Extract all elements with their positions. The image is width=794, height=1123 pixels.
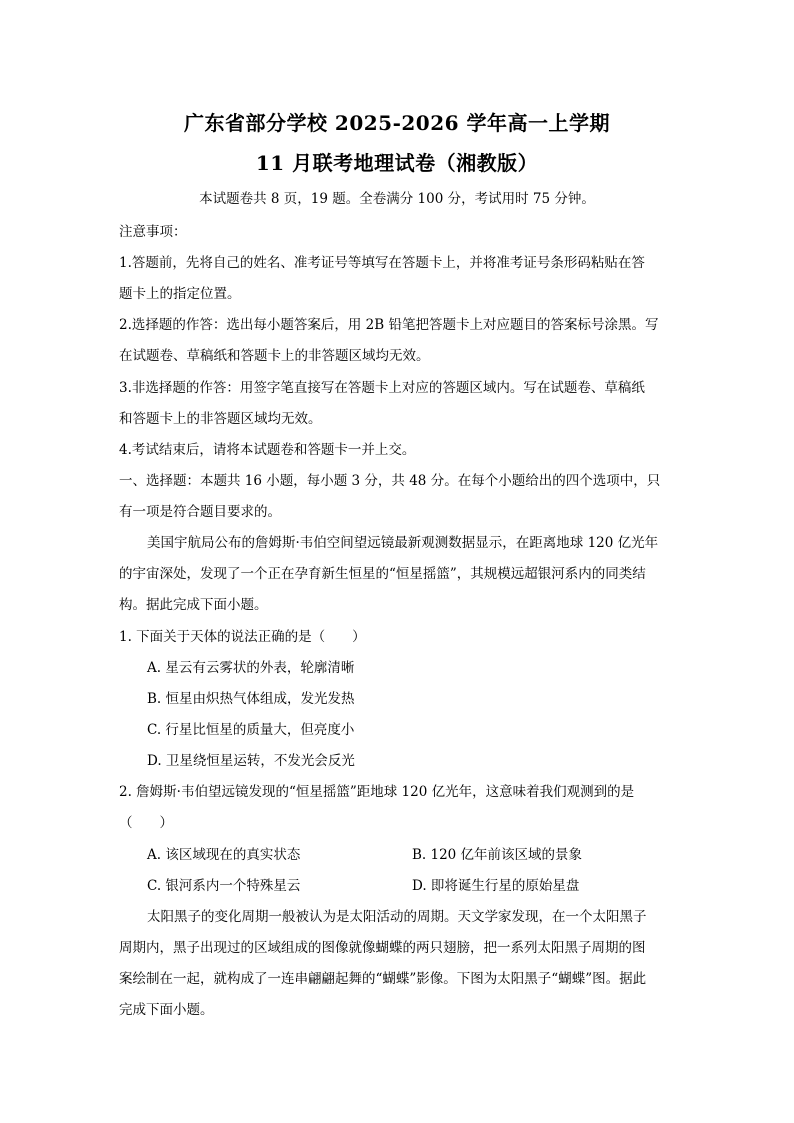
exam-title-line2: 11 月联考地理试卷（湘教版） xyxy=(255,151,539,175)
notice-heading: 注意事项： xyxy=(119,224,187,240)
question-1-option-d: D. 卫星绕恒星运转，不发光会反光 xyxy=(147,753,355,769)
question-2-option-b: B. 120 亿年前该区域的景象 xyxy=(412,847,583,863)
section-heading: 一、选择题：本题共 16 小题，每小题 3 分，共 48 分。在每个小题给出的四个选项中，只 xyxy=(119,473,661,489)
question-1-option-c: C. 行星比恒星的质量大，但亮度小 xyxy=(147,722,355,738)
question-2-option-d: D. 即将诞生行星的原始星盘 xyxy=(412,878,580,894)
passage1-line: 构。据此完成下面小题。 xyxy=(119,597,268,613)
notice-item-3-cont: 和答题卡上的非答题区域均无效。 xyxy=(119,411,322,427)
question-1-option-a: A. 星云有云雾状的外表，轮廓清晰 xyxy=(147,660,355,676)
passage1-line: 的宇宙深处，发现了一个正在孕育新生恒星的“恒星摇篮”，其规模远超银河系内的同类结 xyxy=(119,566,646,582)
exam-info: 本试题卷共 8 页，19 题。全卷满分 100 分，考试用时 75 分钟。 xyxy=(199,191,595,207)
passage1-line: 美国宇航局公布的詹姆斯·韦伯空间望远镜最新观测数据显示，在距离地球 120 亿光年 xyxy=(147,535,659,551)
notice-item-2-cont: 在试题卷、草稿纸和答题卡上的非答题区域均无效。 xyxy=(119,348,430,364)
notice-item-1: 1.答题前，先将自己的姓名、准考证号等填写在答题卡上，并将准考证号条形码粘贴在答 xyxy=(119,255,645,271)
notice-item-1-cont: 题卡上的指定位置。 xyxy=(119,286,241,302)
passage2-line: 周期内，黑子出现过的区域组成的图像就像蝴蝶的两只翅膀，把一系列太阳黑子周期的图 xyxy=(119,940,646,956)
question-1-option-b: B. 恒星由炽热气体组成，发光发热 xyxy=(147,691,355,707)
question-1-stem: 1. 下面关于天体的说法正确的是（ ） xyxy=(119,629,366,645)
notice-item-4: 4.考试结束后，请将本试题卷和答题卡一并上交。 xyxy=(119,442,416,458)
question-2-stem: 2. 詹姆斯·韦伯望远镜发现的“恒星摇篮”距地球 120 亿光年，这意味着我们观测到的是 xyxy=(119,784,635,800)
passage2-line: 完成下面小题。 xyxy=(119,1002,214,1018)
question-2-option-a: A. 该区域现在的真实状态 xyxy=(147,847,301,863)
passage2-line: 案绘制在一起，就构成了一连串翩翩起舞的“蝴蝶”影像。下图为太阳黑子“蝴蝶”图。据此 xyxy=(119,971,647,987)
question-2-answer-paren: （ ） xyxy=(119,815,173,831)
notice-item-2: 2.选择题的作答：选出每小题答案后，用 2B 铅笔把答题卡上对应题目的答案标号涂黑。写 xyxy=(119,317,659,333)
passage2-line: 太阳黑子的变化周期一般被认为是太阳活动的周期。天文学家发现，在一个太阳黑子 xyxy=(147,909,647,925)
exam-title-line1: 广东省部分学校 2025-2026 学年高一上学期 xyxy=(183,111,611,135)
question-2-option-c: C. 银河系内一个特殊星云 xyxy=(147,878,301,894)
section-heading-cont: 有一项是符合题目要求的。 xyxy=(119,504,281,520)
notice-item-3: 3.非选择题的作答：用签字笔直接写在答题卡上对应的答题区域内。写在试题卷、草稿纸 xyxy=(119,380,645,396)
